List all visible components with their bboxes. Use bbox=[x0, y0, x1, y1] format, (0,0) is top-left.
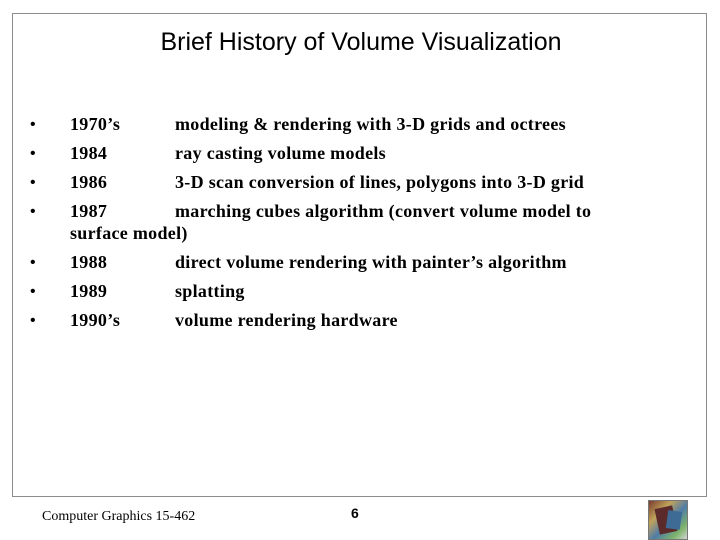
list-item bbox=[30, 306, 650, 335]
bullet-icon: • bbox=[30, 283, 36, 300]
list-item bbox=[30, 248, 650, 277]
logo-shape bbox=[666, 510, 682, 530]
item-text: splatting bbox=[175, 281, 245, 301]
item-text: volume rendering hardware bbox=[175, 310, 398, 330]
item-year: 1986 bbox=[70, 172, 108, 192]
list-item bbox=[30, 197, 650, 248]
item-text: ray casting volume models bbox=[175, 143, 386, 163]
list-item bbox=[30, 110, 650, 139]
bullet-icon: • bbox=[30, 312, 36, 329]
bullet-icon: • bbox=[30, 116, 36, 133]
bullet-icon: • bbox=[30, 145, 36, 162]
item-text: 3-D scan conversion of lines, polygons into 3-D grid bbox=[175, 172, 585, 192]
item-year: 1970’s bbox=[70, 114, 121, 134]
list-item bbox=[30, 139, 650, 168]
item-text-continued: surface model) bbox=[70, 223, 188, 243]
list-item bbox=[30, 277, 650, 306]
bullet-icon: • bbox=[30, 174, 36, 191]
bullet-icon: • bbox=[30, 203, 36, 220]
item-year: 1989 bbox=[70, 281, 108, 301]
bullet-icon: • bbox=[30, 254, 36, 271]
slide-title: Brief History of Volume Visualization bbox=[160, 28, 562, 56]
footer-course: Computer Graphics 15-462 bbox=[42, 509, 196, 524]
list-item bbox=[30, 168, 650, 197]
logo-icon bbox=[648, 500, 688, 540]
history-list bbox=[30, 110, 650, 335]
item-year: 1984 bbox=[70, 143, 108, 163]
page-number: 6 bbox=[351, 505, 359, 521]
item-text: direct volume rendering with painter’s algorithm bbox=[175, 252, 567, 272]
item-text: modeling & rendering with 3-D grids and octrees bbox=[175, 114, 566, 134]
item-year: 1990’s bbox=[70, 310, 121, 330]
item-year: 1988 bbox=[70, 252, 108, 272]
item-year: 1987 bbox=[70, 201, 108, 221]
item-text: marching cubes algorithm (convert volume model to bbox=[175, 201, 592, 221]
